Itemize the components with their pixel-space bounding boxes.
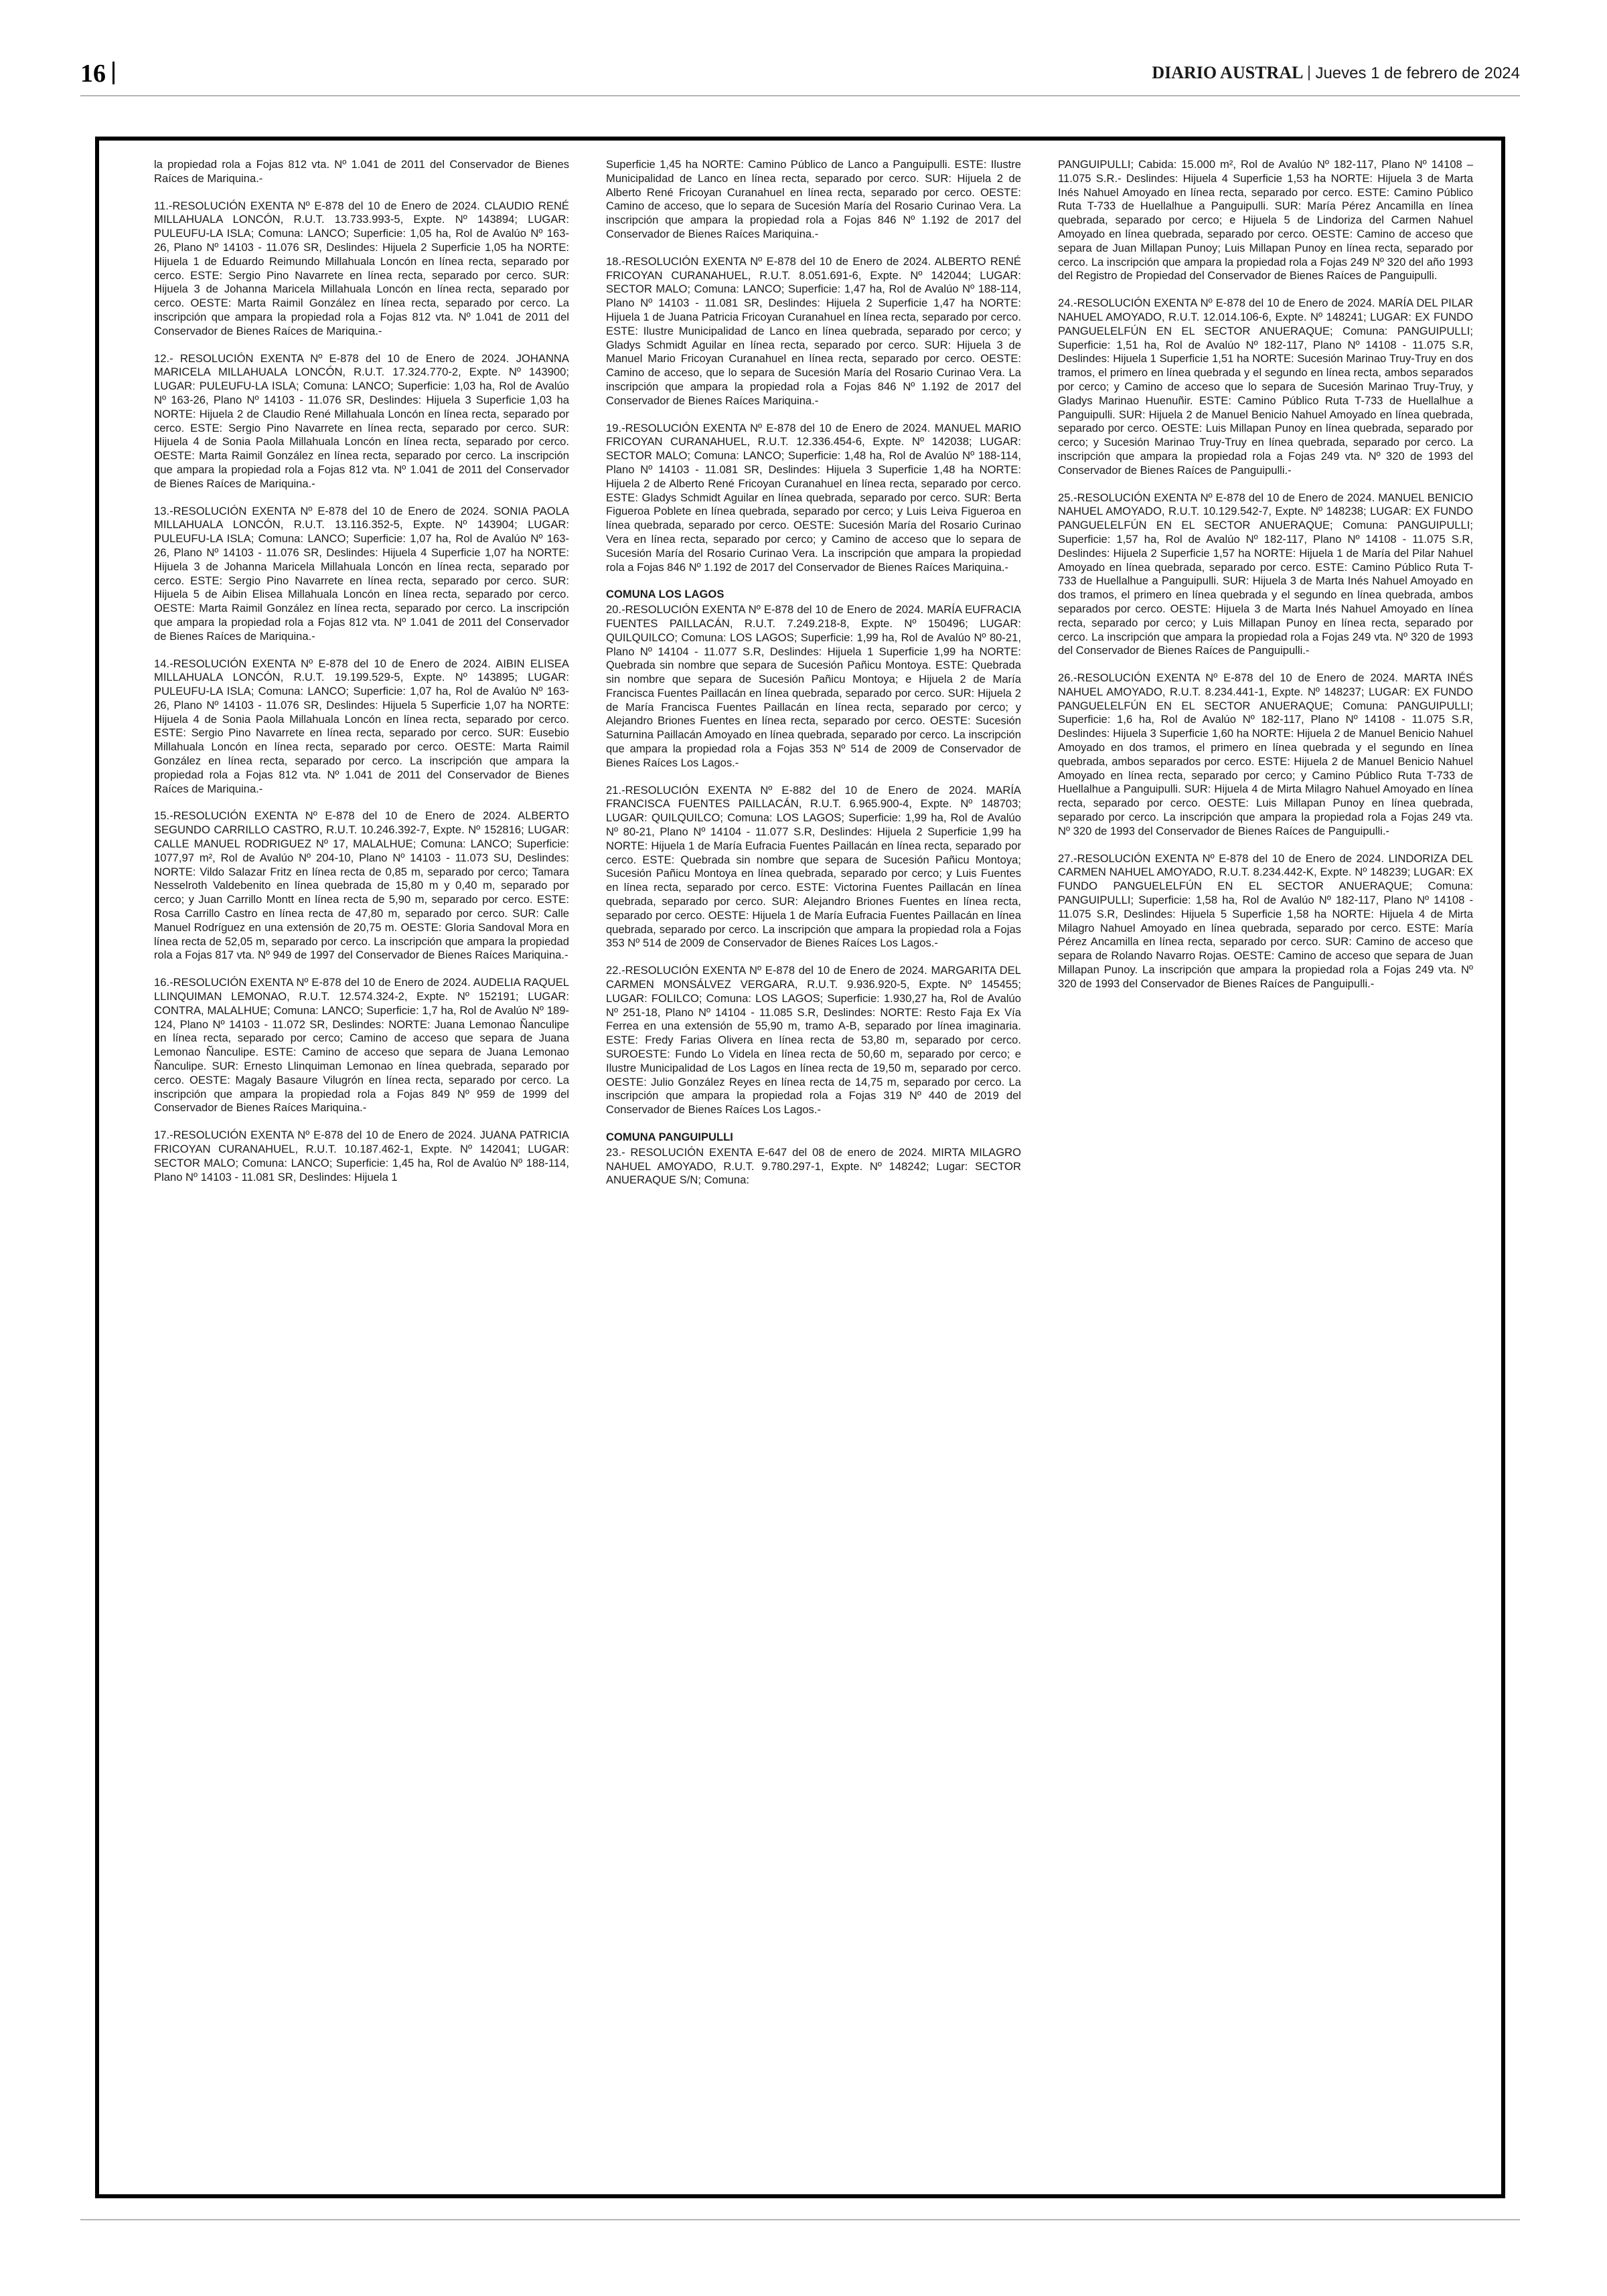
- notice-paragraph: [154, 505, 569, 644]
- notice-paragraph: [606, 158, 1021, 242]
- column-3: [1058, 158, 1473, 2166]
- header-rule: [80, 95, 1520, 96]
- notice-text: 22.-RESOLUCIÓN EXENTA Nº E-878 del 10 de Enero de 2024. MARGARITA DEL CARMEN MONSÁLVEZ VERGARA, R.U.T. 9.936.920-5, Expte. Nº 145455; LUGAR: FOLILCO; Comuna: LOS LAGOS; Superficie: 1.930,27 ha, Rol de Avalúo Nº 251-18, Plano Nº 14104 - 11.085 S.R, Deslindes: NORTE: Resto Faja Ex Vía Ferrea en una extensión de 55,90 m, tramo A-B, separado por línea imaginaria. ESTE: Fredy Farias Olivera en línea recta de 53,80 m, separado por cerco. SUROESTE: Fundo Lo Videla en línea recta de 50,60 m, separado por cerco; e Ilustre Municipalidad de Los Lagos en línea recta de 19,50 m, separado por cerco. OESTE: Julio González Reyes en línea recta de 14,75 m, separado por cerco. La inscripción que ampara la propiedad rola a Fojas 319 Nº 440 de 2019 del Conservador de Bienes Raíces Los Lagos.-: [606, 964, 1021, 1117]
- notice-paragraph: [606, 964, 1021, 1117]
- notice-text: 15.-RESOLUCIÓN EXENTA Nº E-878 del 10 de Enero de 2024. ALBERTO SEGUNDO CARRILLO CASTRO, R.U.T. 10.246.392-7, Expte. Nº 152816; LUGAR: CALLE MANUEL RODRIGUEZ Nº 17, MALALHUE; Comuna: LANCO; Superficie: 1077,97 m², Rol de Avalúo Nº 204-10, Plano Nº 14103 - 11.073 SU, Deslindes: NORTE: Vildo Salazar Fritz en línea recta de 0,85 m, separado por cerco; Tamara Nesselroth Valdebenito en línea quebrada de 15,80 m y 0,40 m, separado por cerco; y Juan Carrillo Montt en línea recta de 5,90 m, separado por cerco. ESTE: Rosa Carrillo Castro en línea recta de 47,80 m, separado por cerco. SUR: Calle Manuel Rodríguez en una extensión de 20,75 m. OESTE: Gloria Sandoval Mora en línea recta de 52,05 m, separado por cerco. La inscripción que ampara la propiedad rola a Fojas 817 vta. Nº 949 de 1997 del Conservador de Bienes Raíces Mariquina.-: [154, 809, 569, 962]
- notice-paragraph: [1058, 158, 1473, 283]
- column-1: [154, 158, 569, 2166]
- notice-paragraph: [1058, 852, 1473, 991]
- notice-text: 12.- RESOLUCIÓN EXENTA Nº E-878 del 10 de Enero de 2024. JOHANNA MARICELA MILLAHUALA LONCÓN, R.U.T. 17.324.770-2, Expte. Nº 143900; LUGAR: PULEUFU-LA ISLA; Comuna: LANCO; Superficie: 1,03 ha, Rol de Avalúo Nº 163-26, Plano Nº 14103 - 11.076 SR, Deslindes: Hijuela 3 Superficie 1,03 ha NORTE: Hijuela 2 de Claudio René Millahuala Loncón en línea recta, separado por cerco. ESTE: Sergio Pino Navarrete en línea recta, separado por cerco. SUR: Hijuela 4 de Sonia Paola Millahuala Loncón en línea recta, separado por cerco. OESTE: Marta Raimil González en línea recta, separado por cerco. La inscripción que ampara la propiedad rola a Fojas 812 vta. Nº 1.041 de 2011 del Conservador de Bienes Raíces de Mariquina.-: [154, 351, 569, 490]
- notice-text: 18.-RESOLUCIÓN EXENTA Nº E-878 del 10 de Enero de 2024. ALBERTO RENÉ FRICOYAN CURANAHUEL, R.U.T. 8.051.691-6, Expte. Nº 142044; LUGAR: SECTOR MALO; Comuna: LANCO; Superficie: 1,47 ha, Rol de Avalúo Nº 188-114, Plano Nº 14103 - 11.081 SR, Deslindes: Hijuela 2 Superficie 1,47 ha NORTE: Hijuela 1 de Juana Patricia Fricoyan Curanahuel en línea recta, separado por cerco. ESTE: Ilustre Municipalidad de Lanco en línea quebrada, separado por cerco; y Gladys Schmidt Aguilar en línea recta, separado por cerco. SUR: Hijuela 3 de Manuel Mario Fricoyan Curanahuel en línea recta, separado por cerco. OESTE: Camino de acceso, que lo separa de Sucesión María del Rosario Curinao Vera. La inscripción que ampara la propiedad rola a Fojas 846 Nº 1.192 de 2017 del Conservador de Bienes Raíces Mariquina.-: [606, 254, 1021, 407]
- notice-text: 21.-RESOLUCIÓN EXENTA Nº E-882 del 10 de Enero de 2024. MARÍA FRANCISCA FUENTES PAILLACÁN, R.U.T. 6.965.900-4, Expte. Nº 148703; LUGAR: QUILQUILCO; Comuna: LOS LAGOS; Superficie: 1,99 ha, Rol de Avalúo Nº 80-21, Plano Nº 14104 - 11.077 S.R, Deslindes: Hijuela 2 Superficie 1,99 ha NORTE: Hijuela 1 de María Eufracia Fuentes Paillacán en línea recta, separado por cerco. ESTE: Quebrada sin nombre que separa de Sucesión Pañicu Montoya; Sucesión Pañicu Montoya en línea quebrada, separado por cerco; y Luis Fuentes en línea recta, separado por cerco. ESTE: Victorina Fuentes Paillacán en línea quebrada, separado por cerco. SUR: Alejandro Briones Fuentes en línea recta, separado por cerco. OESTE: Hijuela 1 de María Eufracia Fuentes Paillacán en línea quebrada, separado por cerco. La inscripción que ampara la propiedad rola a Fojas 353 Nº 514 de 2009 de Conservador de Bienes Raíces Los Lagos.-: [606, 783, 1021, 950]
- notice-paragraph: [1058, 491, 1473, 659]
- notice-text: 16.-RESOLUCIÓN EXENTA Nº E-878 del 10 de Enero de 2024. AUDELIA RAQUEL LLINQUIMAN LEMONAO, R.U.T. 12.574.324-2, Expte. Nº 152191; LUGAR: CONTRA, MALALHUE; Comuna: LANCO; Superficie: 1,7 ha, Rol de Avalúo Nº 189-124, Plano Nº 14103 - 11.072 SR, Deslindes: NORTE: Juana Lemonao Ñanculipe en línea recta, separado por cerco; Camino de acceso que separa de Juana Lemonao Ñanculipe. ESTE: Camino de acceso que separa de Juana Lemonao Ñanculipe. SUR: Ernesto Llinquiman Lemonao en línea quebrada, separado por cerco. OESTE: Magaly Basaure Vilugrón en línea recta, separado por cerco. La inscripción que ampara la propiedad rola a Fojas 849 Nº 959 de 1999 del Conservador de Bienes Raíces Mariquina.-: [154, 976, 569, 1115]
- notice-paragraph: [1058, 297, 1473, 477]
- notice-text: 14.-RESOLUCIÓN EXENTA Nº E-878 del 10 de Enero de 2024. AIBIN ELISEA MILLAHUALA LONCÓN, R.U.T. 19.199.529-5, Expte. Nº 143895; LUGAR: PULEUFU-LA ISLA; Comuna: LANCO; Superficie: 1,07 ha, Rol de Avalúo Nº 163-26, Plano Nº 14103 - 11.076 SR, Deslindes: Hijuela 5 Superficie 1,07 ha NORTE: Hijuela 4 de Sonia Paola Millahuala Loncón en línea recta, separado por cerco. ESTE: Sergio Pino Navarrete en línea recta, separado por cerco. SUR: Eusebio Millahuala Loncón en línea recta, separado por cerco. OESTE: Marta Raimil González en línea recta, separado por cerco. La inscripción que ampara la propiedad rola a Fojas 812 vta. Nº 1.041 de 2011 del Conservador de Bienes Raíces de Mariquina.-: [154, 657, 569, 795]
- notice-text: 11.-RESOLUCIÓN EXENTA Nº E-878 del 10 de Enero de 2024. CLAUDIO RENÉ MILLAHUALA LONCÓN, R.U.T. 13.733.993-5, Expte. Nº 143894; LUGAR: PULEUFU-LA ISLA; Comuna: LANCO; Superficie: 1,05 ha, Rol de Avalúo Nº 163-26, Plano Nº 14103 - 11.076 SR, Deslindes: Hijuela 2 Superficie 1,05 ha NORTE: Hijuela 1 de Eduardo Reimundo Millahuala Loncón en línea recta, separado por cerco. ESTE: Sergio Pino Navarrete en línea recta, separado por cerco. SUR: Hijuela 3 de Johanna Maricela Millahuala Loncón en línea recta, separado por cerco. OESTE: Marta Raimil González en línea recta, separado por cerco. La inscripción que ampara la propiedad rola a Fojas 812 vta. Nº 1.041 de 2011 del Conservador de Bienes Raíces de Mariquina.-: [154, 199, 569, 337]
- notice-paragraph: [1058, 671, 1473, 839]
- notice-text: 20.-RESOLUCIÓN EXENTA Nº E-878 del 10 de Enero de 2024. MARÍA EUFRACIA FUENTES PAILLACÁN, R.U.T. 7.249.218-8, Expte. Nº 150496; LUGAR: QUILQUILCO; Comuna: LOS LAGOS; Superficie: 1,99 ha, Rol de Avalúo Nº 80-21, Plano Nº 14104 - 11.077 S.R, Deslindes: Hijuela 1 Superficie 1,99 ha NORTE: Quebrada sin nombre que separa de Sucesión Pañicu Montoya. ESTE: Quebrada sin nombre que separa de Sucesión Pañicu Montoya; e Hijuela 2 de María Francisca Fuentes Paillacán en línea quebrada, separado por cerco. SUR: Hijuela 2 de María Francisca Fuentes Paillacán en línea recta, separado por cerco; y Alejandro Briones Fuentes en línea recta, separado por cerco. OESTE: Sucesión Saturnina Paillacán Amoyado en línea quebrada, separado por cerco. La inscripción que ampara la propiedad rola a Fojas 353 Nº 514 de 2009 de Conservador de Bienes Raíces Los Lagos.-: [606, 603, 1021, 769]
- notice-text: 27.-RESOLUCIÓN EXENTA Nº E-878 del 10 de Enero de 2024. LINDORIZA DEL CARMEN NAHUEL AMOYADO, R.U.T. 8.234.442-K, Expte. Nº 148239; LUGAR: EX FUNDO PANGUELELFÚN EN EL SECTOR ANUERAQUE; Comuna: PANGUIPULLI; Superficie: 1,58 ha, Rol de Avalúo Nº 182-117, Plano Nº 14108 - 11.075 S.R, Deslindes: Hijuela 5 Superficie 1,58 ha NORTE: Hijuela 4 de Mirta Milagro Nahuel Amoyado en línea quebrada, separado por cerco. ESTE: María Pérez Ancamilla en línea recta, separado por cerco. SUR: Camino de acceso que separa de Rolando Navarro Rojas. OESTE: Camino de acceso que separa de Juan Millapan Punoy. La inscripción que ampara la propiedad rola a Fojas 249 vta. Nº 320 de 1993 del Conservador de Bienes Raíces de Panguipulli.-: [1058, 851, 1473, 990]
- notice-paragraph: [154, 657, 569, 797]
- notice-columns: [154, 158, 1473, 2166]
- notice-text: 25.-RESOLUCIÓN EXENTA Nº E-878 del 10 de Enero de 2024. MANUEL BENICIO NAHUEL AMOYADO, R.U.T. 10.129.542-7, Expte. Nº 148238; LUGAR: EX FUNDO PANGUELELFÚN EN EL SECTOR ANUERAQUE; Comuna: PANGUIPULLI; Superficie: 1,57 ha, Rol de Avalúo Nº 182-117, Plano Nº 14108 - 11.075 S.R, Deslindes: Hijuela 2 Superficie 1,57 ha NORTE: Hijuela 1 de María del Pilar Nahuel Amoyado en línea quebrada, separado por cerco. ESTE: Camino Público Ruta T-733 de Huellalhue a Panguipulli. SUR: Hijuela 3 de Marta Inés Nahuel Amoyado en dos tramos, el primero en línea quebrada y el segundo en línea quebrada, ambos separados por cerco. OESTE: Hijuela 3 de Marta Inés Nahuel Amoyado en línea recta, separado por cerco; y Luis Millapan Punoy en línea recta, separado por cerco. La inscripción que ampara la propiedad rola a Fojas 249 vta. Nº 320 de 1993 del Conservador de Bienes Raíces de Panguipulli.-: [1058, 491, 1473, 657]
- notice-text: 13.-RESOLUCIÓN EXENTA Nº E-878 del 10 de Enero de 2024. SONIA PAOLA MILLAHUALA LONCÓN, R.U.T. 13.116.352-5, Expte. Nº 143904; LUGAR: PULEUFU-LA ISLA; Comuna: LANCO; Superficie: 1,07 ha, Rol de Avalúo Nº 163-26, Plano Nº 14103 - 11.076 SR, Deslindes: Hijuela 4 Superficie 1,07 ha NORTE: Hijuela 3 de Johanna Maricela Millahuala Loncón en línea recta, separado por cerco. ESTE: Sergio Pino Navarrete en línea recta, separado por cerco. SUR: Hijuela 5 de Aibin Elisea Millahuala Loncón en línea recta, separado por cerco. OESTE: Marta Raimil González en línea recta, separado por cerco. La inscripción que ampara la propiedad rola a Fojas 812 vta. Nº 1.041 de 2011 del Conservador de Bienes Raíces de Mariquina.-: [154, 504, 569, 643]
- section-heading: COMUNA LOS LAGOS: [606, 588, 724, 601]
- section-heading: COMUNA PANGUIPULLI: [606, 1131, 733, 1143]
- notice-paragraph: [154, 352, 569, 491]
- notice-paragraph: [606, 784, 1021, 951]
- notice-text: 17.-RESOLUCIÓN EXENTA Nº E-878 del 10 de Enero de 2024. JUANA PATRICIA FRICOYAN CURANAHUEL, R.U.T. 10.187.462-1, Expte. Nº 142041; LUGAR: SECTOR MALO; Comuna: LANCO; Superficie: 1,45 ha, Rol de Avalúo Nº 188-114, Plano Nº 14103 - 11.081 SR, Deslindes: Hijuela 1: [154, 1129, 569, 1183]
- notice-paragraph: [154, 976, 569, 1115]
- notice-paragraph: [606, 588, 1021, 770]
- notice-text: 24.-RESOLUCIÓN EXENTA Nº E-878 del 10 de Enero de 2024. MARÍA DEL PILAR NAHUEL AMOYADO, R.U.T. 12.014.106-6, Expte. Nº 148241; LUGAR: EX FUNDO PANGUELELFÚN EN EL SECTOR ANUERAQUE; Comuna: PANGUIPULLI; Superficie: 1,51 ha, Rol de Avalúo Nº 182-117, Plano Nº 14108 - 11.075 S.R, Deslindes: Hijuela 1 Superficie 1,51 ha NORTE: Sucesión Marinao Truy-Truy en dos tramos, el primero en línea quebrada y el segundo en línea recta, ambos separados por cerco; y Camino de acceso que lo separa de Sucesión Marinao Truy-Truy, y Gladys Marinao Huenuñir. ESTE: Camino Público Ruta T-733 de Huellalhue a Panguipulli. SUR: Hijuela 2 de Manuel Benicio Nahuel Amoyado en línea quebrada, separado por cerco. OESTE: Luis Millapan Punoy en línea quebrada, separado por cerco; y Sucesión Marinao Truy-Truy en línea quebrada, separado por cerco. La inscripción que ampara la propiedad rola a Fojas 249 vta. Nº 320 de 1993 del Conservador de Bienes Raíces de Panguipulli.-: [1058, 297, 1473, 477]
- footer-rule: [80, 2219, 1520, 2220]
- notice-text: 26.-RESOLUCIÓN EXENTA Nº E-878 del 10 de Enero de 2024. MARTA INÉS NAHUEL AMOYADO, R.U.T. 8.234.441-1, Expte. Nº 148237; LUGAR: EX FUNDO PANGUELELFÚN EN EL SECTOR ANUERAQUE; Comuna: PANGUIPULLI; Superficie: 1,6 ha, Rol de Avalúo Nº 182-117, Plano Nº 14108 - 11.075 S.R, Deslindes: Hijuela 3 Superficie 1,60 ha NORTE: Hijuela 2 de Manuel Benicio Nahuel Amoyado en dos tramos, el primero en línea quebrada y el segundo en línea quebrada, ambos separados por cerco. ESTE: Hijuela 2 de Manuel Benicio Nahuel Amoyado en línea recta, separado por cerco; y Camino Público Ruta T-733 de Huellalhue a Panguipulli. SUR: Hijuela 4 de Mirta Milagro Nahuel Amoyado en línea recta, separado por cerco. OESTE: Luis Millapan Punoy en línea quebrada, separado por cerco. La inscripción que ampara la propiedad rola a Fojas 249 vta. Nº 320 de 1993 del Conservador de Bienes Raíces de Panguipulli.-: [1058, 671, 1473, 837]
- page-header: [80, 59, 1520, 99]
- notice-paragraph: [154, 1129, 569, 1184]
- notice-text: la propiedad rola a Fojas 812 vta. Nº 1.041 de 2011 del Conservador de Bienes Raíces de Mariquina.-: [154, 158, 569, 185]
- masthead-separator: [1308, 66, 1310, 80]
- notice-paragraph: [154, 158, 569, 186]
- notice-paragraph: [154, 199, 569, 339]
- notice-paragraph: [154, 809, 569, 963]
- notice-text: Superficie 1,45 ha NORTE: Camino Público de Lanco a Panguipulli. ESTE: Ilustre Municipalidad de Lanco en línea recta, separado por cerco. SUR: Hijuela 2 de Alberto René Fricoyan Curanahuel en línea recta, separado por cerco. OESTE: Camino de acceso, que lo separa de Sucesión María del Rosario Curinao Vera. La inscripción que ampara la propiedad rola a Fojas 846 Nº 1.192 de 2017 del Conservador de Bienes Raíces Mariquina.-: [606, 158, 1021, 240]
- notice-text: 23.- RESOLUCIÓN EXENTA E-647 del 08 de enero de 2024. MIRTA MILAGRO NAHUEL AMOYADO, R.U.T. 9.780.297-1, Expte. Nº 148242; Lugar: SECTOR ANUERAQUE S/N; Comuna:: [606, 1145, 1021, 1187]
- notice-text: 19.-RESOLUCIÓN EXENTA Nº E-878 del 10 de Enero de 2024. MANUEL MARIO FRICOYAN CURANAHUEL, R.U.T. 12.336.454-6, Expte. Nº 142038; LUGAR: SECTOR MALO; Comuna: LANCO; Superficie: 1,48 ha, Rol de Avalúo Nº 188-114, Plano Nº 14103 - 11.081 SR, Deslindes: Hijuela 3 Superficie 1,48 ha NORTE: Hijuela 2 de Alberto René Fricoyan Curanahuel en línea recta, separado por cerco. ESTE: Gladys Schmidt Aguilar en línea quebrada, separado por cerco. SUR: Berta Figueroa Poblete en línea quebrada, separado por cerco; y Luis Leiva Figueroa en línea quebrada, separado por cerco. OESTE: Sucesión María del Rosario Curinao Vera en línea recta, separado por cerco; y Camino de acceso que lo separa de Sucesión María del Rosario Curinao Vera. La inscripción que ampara la propiedad rola a Fojas 846 Nº 1.192 de 2017 del Conservador de Bienes Raíces Mariquina.-: [606, 421, 1021, 574]
- column-2: [606, 158, 1021, 2166]
- notice-paragraph: [606, 422, 1021, 575]
- publication-name: DIARIO AUSTRAL: [1152, 63, 1304, 82]
- notice-paragraph: [606, 1131, 1021, 1187]
- notice-paragraph: [606, 255, 1021, 408]
- page-number: 16: [80, 59, 114, 88]
- masthead: [1152, 63, 1520, 83]
- issue-date: Jueves 1 de febrero de 2024: [1315, 64, 1520, 82]
- notice-text: PANGUIPULLI; Cabida: 15.000 m², Rol de Avalúo Nº 182-117, Plano Nº 14108 – 11.075 S.R.- Deslindes: Hijuela 4 Superficie 1,53 ha NORTE: Hijuela 3 de Marta Inés Nahuel Amoyado en línea recta, separado por cerco. ESTE: Camino Público Ruta T-733 de Huellalhue a Panguipulli. SUR: María Pérez Ancamilla en línea quebrada, separado por cerco; e Hijuela 5 de Lindoriza del Carmen Nahuel Amoyado en línea quebrada, separado por cerco. OESTE: Camino de acceso que separa de Juan Millapan Punoy; Luis Millapan Punoy en línea recta, separado por cerco. La inscripción que ampara la propiedad rola a Fojas 249 Nº 320 del año 1993 del Registro de Propiedad del Conservador de Bienes Raíces de Panguipulli.: [1058, 158, 1473, 282]
